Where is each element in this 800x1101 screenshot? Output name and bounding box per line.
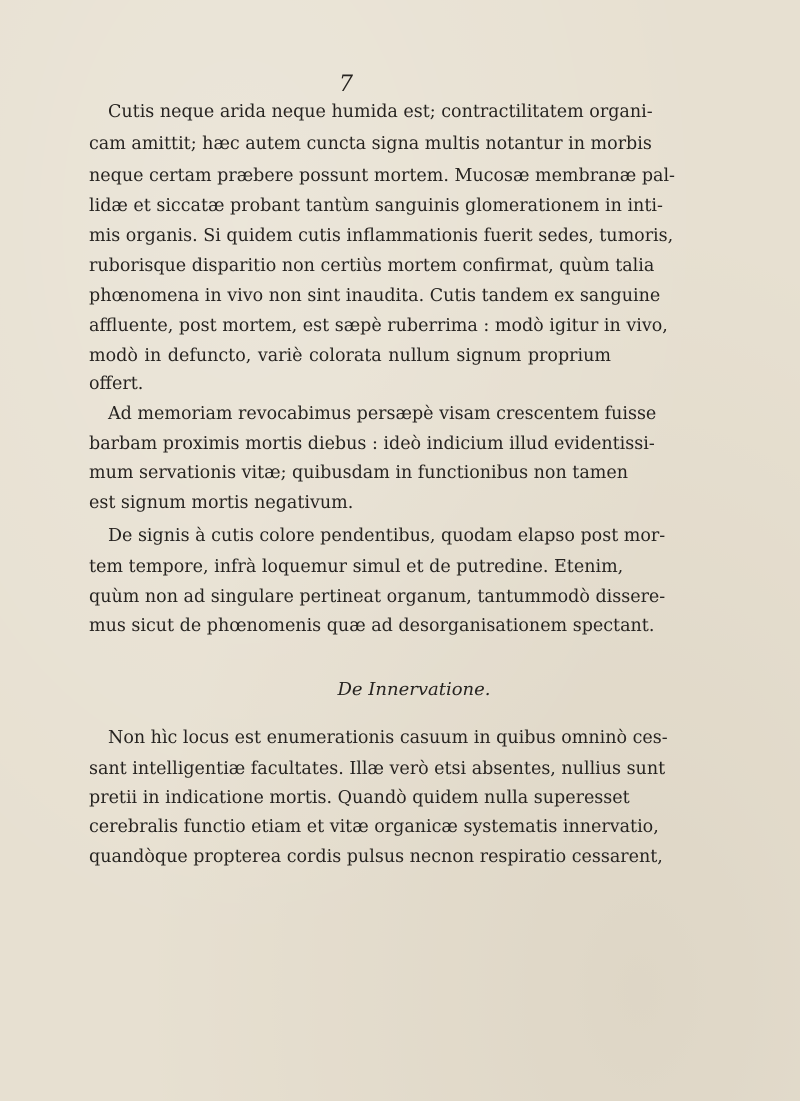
text-line: tem tempore, infrà loquemur simul et de putredine. Etenim, (89, 557, 624, 577)
section-heading: De Innervatione. (337, 679, 491, 700)
page-number: 7 (339, 72, 353, 97)
text-line: De signis à cutis colore pendentibus, quodam elapso post mor- (108, 526, 666, 546)
text-line: est signum mortis negativum. (89, 493, 354, 513)
text-line: Ad memoriam revocabimus persæpè visam crescentem fuisse (108, 404, 657, 424)
text-line: mus sicut de phœnomenis quæ ad desorganisationem spectant. (89, 616, 655, 636)
text-line: affluente, post mortem, est sæpè ruberrima : modò igitur in vivo, (89, 316, 668, 336)
text-line: quandòque propterea cordis pulsus necnon respiratio cessarent, (89, 847, 663, 867)
text-line: pretii in indicatione mortis. Quandò quidem nulla superesset (89, 788, 630, 808)
text-line: ruborisque disparitio non certiùs mortem confirmat, quùm talia (89, 256, 655, 276)
text-line: offert. (89, 374, 144, 394)
text-line: barbam proximis mortis diebus : ideò indicium illud evidentissi- (89, 434, 655, 454)
text-line: cerebralis functio etiam et vitæ organicæ systematis innervatio, (89, 817, 659, 837)
text-line: phœnomena in vivo non sint inaudita. Cutis tandem ex sanguine (89, 286, 661, 306)
text-line: sant intelligentiæ facultates. Illæ verò etsi absentes, nullius sunt (89, 759, 666, 779)
text-line: mis organis. Si quidem cutis inflammationis fuerit sedes, tumoris, (89, 226, 674, 246)
text-line: Cutis neque arida neque humida est; contractilitatem organi- (108, 102, 653, 122)
text-line: neque certam præbere possunt mortem. Mucosæ membranæ pal- (89, 166, 675, 186)
text-line: modò in defuncto, variè colorata nullum signum proprium (89, 346, 611, 366)
text-line: quùm non ad singulare pertineat organum, tantummodò dissere- (89, 587, 666, 607)
text-line: lidæ et siccatæ probant tantùm sanguinis glomerationem in inti- (89, 196, 663, 216)
text-line: mum servationis vitæ; quibusdam in functionibus non tamen (89, 463, 628, 483)
text-line: cam amittit; hæc autem cuncta signa multis notantur in morbis (89, 134, 652, 154)
text-line: Non hìc locus est enumerationis casuum in quibus omninò ces- (108, 728, 668, 748)
